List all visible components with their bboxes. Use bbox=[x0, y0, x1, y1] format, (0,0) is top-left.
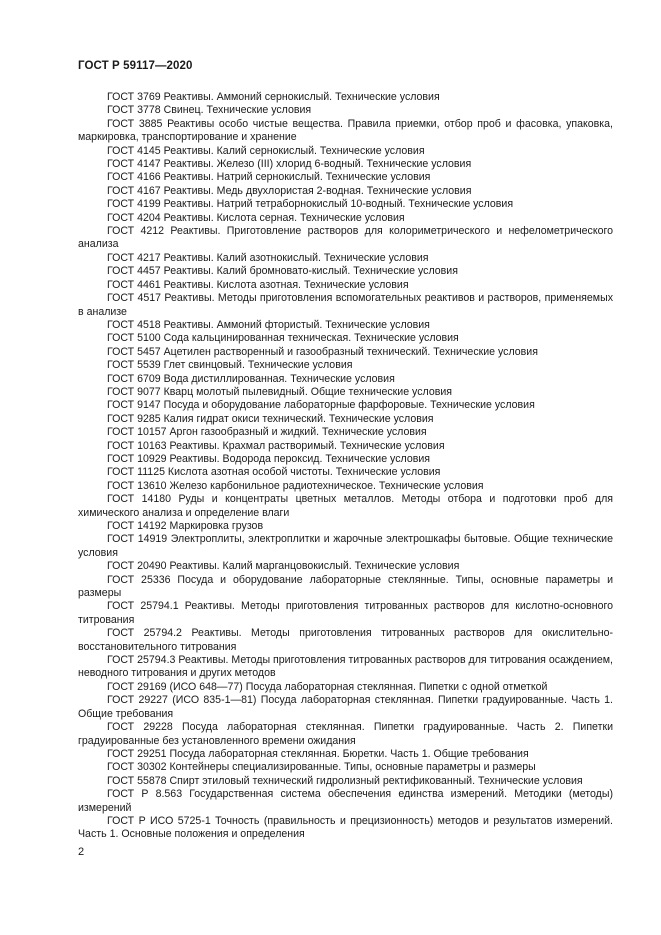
reference-entry: ГОСТ 4517 Реактивы. Методы приготовления вспомогательных реактивов и растворов, применяемых в анализе bbox=[78, 292, 613, 318]
reference-entry: ГОСТ 30302 Контейнеры специализированные. Типы, основные параметры и размеры bbox=[107, 761, 536, 774]
reference-entry: ГОСТ 25336 Посуда и оборудование лабораторные стеклянные. Типы, основные параметры и размеры bbox=[78, 573, 613, 600]
reference-entry: ГОСТ 29227 (ИСО 835-1—81) Посуда лабораторная стеклянная. Пипетки градуированные. Часть 1. Общие требования bbox=[78, 694, 613, 720]
reference-entry: ГОСТ 20490 Реактивы. Калий марганцовокислый. Технические условия bbox=[107, 560, 460, 573]
reference-entry: ГОСТ 13610 Железо карбонильное радиотехническое. Технические условия bbox=[107, 479, 484, 492]
reference-entry: ГОСТ 9147 Посуда и оборудование лабораторные фарфоровые. Технические условия bbox=[107, 399, 535, 412]
reference-entry: ГОСТ 9285 Калия гидрат окиси технический. Технические условия bbox=[107, 412, 434, 425]
page-number: 2 bbox=[78, 846, 85, 858]
reference-entry: ГОСТ 10157 Аргон газообразный и жидкий. Технические условия bbox=[107, 426, 427, 439]
reference-entry: ГОСТ 9077 Кварц молотый пылевидный. Общие технические условия bbox=[107, 385, 453, 398]
reference-entry: ГОСТ 11125 Кислота азотная особой чистоты. Технические условия bbox=[107, 466, 441, 479]
reference-entry: ГОСТ 4212 Реактивы. Приготовление растворов для колориметрического и нефелометрического анализа bbox=[78, 225, 613, 251]
reference-entry: ГОСТ 4204 Реактивы. Кислота серная. Технические условия bbox=[107, 211, 405, 224]
reference-entry: ГОСТ 3769 Реактивы. Аммоний сернокислый. Технические условия bbox=[107, 91, 440, 103]
reference-entry: ГОСТ Р 8.563 Государственная система обеспечения единства измерений. Методики (методы) измерений bbox=[78, 788, 613, 814]
reference-entry: ГОСТ 10163 Реактивы. Крахмал растворимый. Технические условия bbox=[107, 439, 445, 452]
reference-entry: ГОСТ 14180 Руды и концентраты цветных металлов. Методы отбора и подготовки проб для химического анализа и определение влаги bbox=[78, 493, 613, 519]
reference-entry: ГОСТ 29228 Посуда лабораторная стеклянная. Пипетки градуированные. Часть 2. Пипетки градуированные без установленного времени ожидания bbox=[78, 721, 613, 747]
reference-entry: ГОСТ 4457 Реактивы. Калий бромновато-кислый. Технические условия bbox=[107, 265, 458, 278]
reference-entry: ГОСТ 25794.2 Реактивы. Методы приготовления титрованных растворов для окислительно-восстановительного титрования bbox=[78, 627, 613, 653]
reference-entry: ГОСТ 5539 Глет свинцовый. Технические условия bbox=[107, 359, 353, 372]
reference-entry: ГОСТ 4518 Реактивы. Аммоний фтористый. Технические условия bbox=[107, 318, 430, 331]
reference-entry: ГОСТ 10929 Реактивы. Водорода пероксид. Технические условия bbox=[107, 452, 430, 465]
reference-entry: ГОСТ 4461 Реактивы. Кислота азотная. Технические условия bbox=[107, 278, 409, 291]
reference-entry: ГОСТ 4167 Реактивы. Медь двухлористая 2-водная. Технические условия bbox=[107, 184, 472, 197]
reference-entry: ГОСТ 55878 Спирт этиловый технический гидролизный ректификованный. Технические условия bbox=[107, 774, 583, 787]
reference-entry: ГОСТ 14192 Маркировка грузов bbox=[107, 520, 264, 532]
reference-entry: ГОСТ 4145 Реактивы. Калий сернокислый. Технические условия bbox=[107, 144, 425, 157]
document-header: ГОСТ Р 59117—2020 bbox=[78, 60, 193, 72]
reference-entry: ГОСТ 5457 Ацетилен растворенный и газообразный технический. Технические условия bbox=[107, 345, 538, 358]
reference-entry: ГОСТ 25794.3 Реактивы. Методы приготовления титрованных растворов для титрования осаждением, неводного титрования и других методов bbox=[78, 654, 613, 680]
normative-references-list bbox=[78, 91, 613, 842]
reference-entry: ГОСТ 4147 Реактивы. Железо (III) хлорид 6-водный. Технические условия bbox=[107, 158, 472, 171]
reference-entry: ГОСТ Р ИСО 5725-1 Точность (правильность и прецизионность) методов и результатов измерений. Часть 1. Основные положения и определения bbox=[78, 814, 613, 841]
reference-entry: ГОСТ 25794.1 Реактивы. Методы приготовления титрованных растворов для кислотно-основного титрования bbox=[78, 600, 613, 626]
reference-entry: ГОСТ 4166 Реактивы. Натрий сернокислый. Технические условия bbox=[107, 171, 431, 184]
reference-entry: ГОСТ 4217 Реактивы. Калий азотнокислый. Технические условия bbox=[107, 251, 429, 264]
reference-entry: ГОСТ 6709 Вода дистиллированная. Технические условия bbox=[107, 372, 395, 385]
reference-entry: ГОСТ 3778 Свинец. Технические условия bbox=[107, 104, 312, 117]
reference-entry: ГОСТ 14919 Электроплиты, электроплитки и жарочные электрошкафы бытовые. Общие технические условия bbox=[78, 533, 613, 559]
reference-entry: ГОСТ 4199 Реактивы. Натрий тетраборнокислый 10-водный. Технические условия bbox=[107, 198, 514, 211]
reference-entry: ГОСТ 29251 Посуда лабораторная стеклянная. Бюретки. Часть 1. Общие требования bbox=[107, 747, 529, 760]
reference-entry: ГОСТ 29169 (ИСО 648—77) Посуда лабораторная стеклянная. Пипетки с одной отметкой bbox=[107, 680, 548, 693]
reference-entry: ГОСТ 5100 Сода кальцинированная техническая. Технические условия bbox=[107, 332, 459, 345]
reference-entry: ГОСТ 3885 Реактивы особо чистые вещества. Правила приемки, отбор проб и фасовка, упаковка, маркировка, транспортирование и хранение bbox=[78, 117, 613, 144]
